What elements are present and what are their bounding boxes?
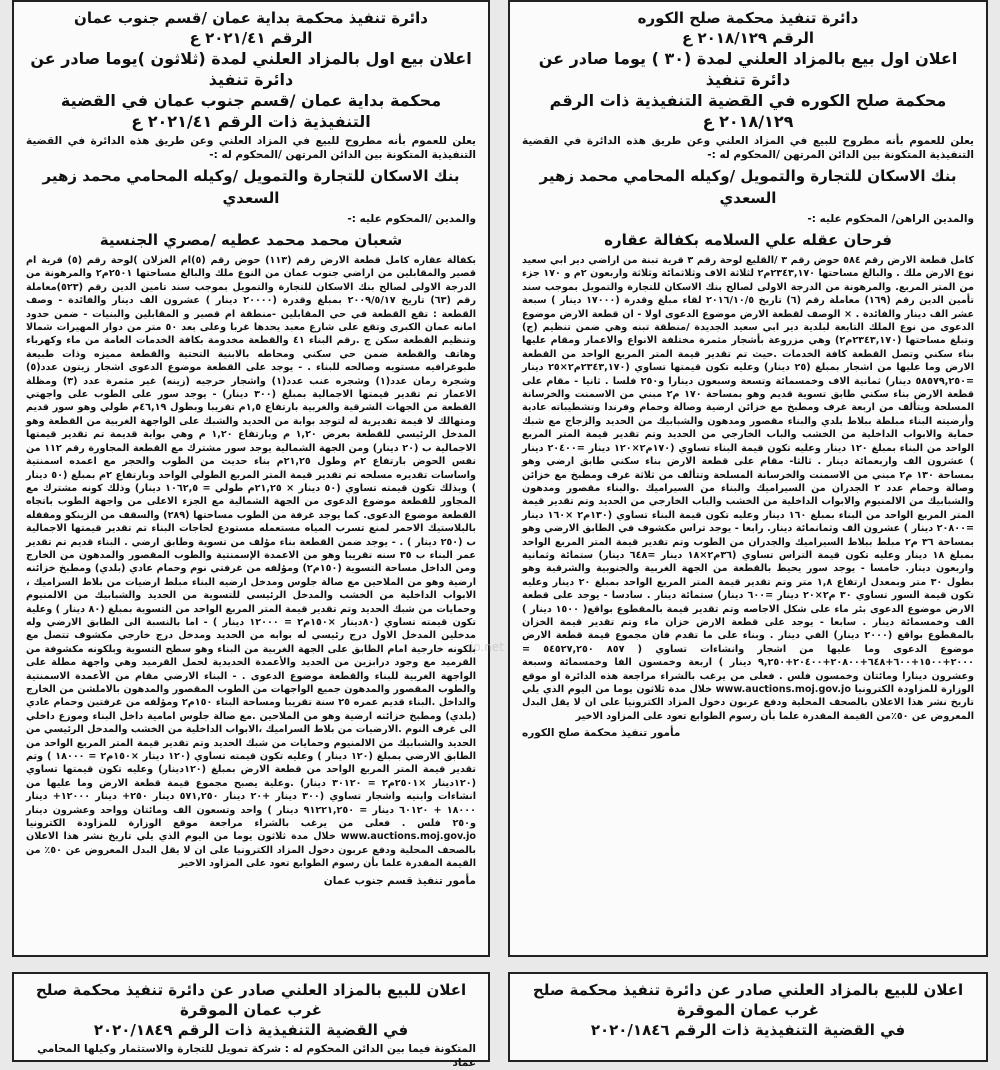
announcement-body: كامل قطعة الارض رقم ٥٨٤ حوض رقم ٣ /القليع لوحة رقم ٣ قرية تبنة من اراضي دير ابي سعيد نوع الارض ملك . والبالغ مساحتها ٢٣٤٣,١٧٠م٢ لثلاثة الاف وثلاثمائة وثلاثة واربعون ٢م و ١٧٠ جزء من المتر المربع. والمرهونة من الدرجة الاولى لصالح بنك الاسكان للتجارة والتمويل بموجب سند تأمين الدين رقم (١٦٩) معاملة رقم (٦) تاريخ ٢٠١٦/١٠/٥ لقاء مبلغ وقدرة (١٧٠٠٠ دينار ) سبعة عشر الف دينار والفائدة . × الوصف لقطعة الارض موضوع الدعوى اولا - ان قطعة الارض موضوع الدعوى من نوع الملك التابعة لبلدية دير ابي سعيد الجديدة /منطقة تبنه وهي ضمن تنظيم (ج) وتبلغ مساحتها (٢٣٤٣,١٧٠م٢) وهي مزروعة بأشجار مثمرة مختلفة الانواع والاعمار ومقام عليها بناء سكني وتصل القطعة كافة الخدمات .حيث تم تقدير قيمة المتر المربع الواحد من القطعة الارض وما عليها من اشجار بمبلغ (٢٥ دينار) وعليه تكون قيمتها تساوي (٢٣٤٣,١٧٠م٢×٢٥ دينار =٥٨٥٧٩,٢٥٠ دينار) ثمانية الاف وخمسمائة وتسعة وسبعون دينارا و٢٥٠ فلسا . ثانيا - مقام على قطعة الارض بناء سكني طابق تسوية قديم وهو بمساحة ١٧٠ م٢ مبني من الاسمنت والخرسانة المسلحة ويتألف من اربعة غرف ومطبخ مع خزائن ارضية وصالة وحمام وفرندا وتشطيباته عادية وأرضيته البناء مبلطة ببلاط بلدي والبناء مقصور ومدهون والشبابيك من الحديد والزجاج مع شبك حماية والابواب الداخلية من الخشب والباب الخارجي من الحديد وتم تقدير قيمة المتر المربع الواحد من البناء بمبلغ ١٢٠ دينار وعليه تكون قيمة البناء تساوي (١٧٠م٢×١٢٠ دينار =٢٠٤٠٠ دينار ) عشرون الف واربعمائة دينار . ثالثا- مقام على قطعة الارض بناء سكني طابق ارضي وهو بمساحة ١٣٠ م٢ مبني من الاسمنت والخرسانة المسلحة وتتألف من ثلاثة غرف ومطبخ مع خزائن وصالة وحمام عدد ٢ الجدران من السيراميك والبناء من السيراميك .والبناء مقصور ومدهون والشبابيك من الالمنيوم والابواب الداخلية من الخشب والباب الخارجي من الحديد وتم تقدير قيمة المتر المربع الواحد من البناء بمبلغ ١٦٠ دينار وعليه تكون قيمة البناء تساوي (١٣٠م٢ ×١٦٠ دينار =٢٠٨٠٠ دينار ) عشرون الف وثمانمائة دينار. رابعا - يوجد تراس مكشوف في الطابق الارضي وهو بمساحة ٣٦ م٢ مبلط ببلاط السيراميك والجدران من الطوب وتم تقدير قيمة المتر المربع الواحد بمبلغ ١٨ دينار وعليه تكون قيمة التراس تساوي (٣٦م٢×١٨ دينار =٦٤٨ دينار) ستمائة وثمانية واربعون دينار. خامسا - يوجد سور يحيط بالقطعة من الجهة الغربية والجنوبية والشرقية وهو بطول ٣٠ متر وبمعدل ارتفاع ١,٨ متر وتم تقدير قيمة المتر المربع الواحد بمبلغ ٢٠ دينار وعليه تكون قيمة السور تساوي ٣٠ م٢×٢٠ دينار =٦٠٠ دينار) ستمائة دينار . سادسا - يوجد على قطعة الارض موضوع الدعوى بئر ماء على شكل الاجاصه وتم تقدير قيمة بالمقطوع بواقع( ١٥٠٠ دينار ) الف وخمسمائة دينار . سابعا - يوجد على قطعة الارض خزان ماء وتم تقدير قيمة الخزان بالمقطوع بواقع (٢٠٠٠ دينار) الفي دينار . وبناء على ما تقدم فان مجموع قيمة قطعة الارض موضوع الدعوى وما عليها من اشجار وانشاءات تساوي ( ٨٥٧ ٥٤٥٢٧,٢٥٠ = ٢٠٠٠+١٥٠٠+٦٠٠+٦٤٨+٢٠٨٠٠+٢٠٤٠٠+٩,٢٥٠ دينار ) اربعة وخمسون الفا وخمسمائة وسبعة وعشرون دينارا ومائتان وخمسون فلس . فعلى من يرغب بالشراء مراجعة هذه الدائرة او موقع الوزارة للمزاودة الكترونيا www.auctions.moj.gov.jo خلال مدة ثلاثون يوما من اليوم الذي يلي تاريخ نشر هذا الاعلان بالصحف المحلية ودفع عربون دخول المزاد الكترونيا على ان لا يقل البدل المعروض عن ٥٠٪من القيمة المقدرة علما بأن رسوم الطوابع تعود على المزاود الاخير — [522, 255, 974, 722]
announcement-signoff: مأمور تنفيذ قسم جنوب عمان — [323, 874, 476, 887]
announcement-west-amman-1846 — [508, 972, 988, 1062]
announcement-heading: اعلان بيع اول بالمزاد العلني لمدة (ثلاثون )يوما صادر عن دائرة تنفيذ — [30, 49, 472, 89]
announcement-body: بكفالة عقاره كامل قطعة الارض رقم (١١٣) حوض رقم (٥)ام الغزلان )لوحة رقم (٥) قرية ام قصير والمقابلين من اراضي جنوب عمان من النوع ملك والبالغ مساحتها ٢٥٠١م٢ والمرهونة من الدرجة الاولى لصالح بنك الاسكان للتجارة والتمويل بموجب سند تامين الدين رقم (٥٢٣)معاملة رقم (٦٣) تاريخ ٢٠٠٩/٥/١٧ بمبلغ وقدرة (٢٠٠٠٠ دينار ) عشرون الف دينار والفائدة - وصف القطعة : تقع القطعة في حي المقابلين -منطقة ام قصير و المقابلين والبنيات - ضمن حدود امانه عمان الكبرى وتقع على شارع معبد يحدها غربا وعلى بعد ٥٠ متر من دوار المهيرات شمالا وتنظيم القطعة سكن ج .رقم البناء ٤١ والقطعة مخدومة بكافة الخدمات العامة من ماء وكهرباء وهاتف والقطعة ضمن حي سكني ومحاطه بالابنية التحتية والقطعة مميزه وذات طبيعة طبوغرافيه مستويه وصالحه للبناء . - يوجد على القطعة موضوع الدعوى اشجار زيتون عدد(٥) وشجرة رمان عدد(١) وشجره عنب عدد(١) واشجار حرجيه (زينه) غير مثمرة عدد (٣) ومظلة الاعمار تم تقدير قيمتها الاجمالية بمبلغ (٣٠٠ دينار) - يوجد سور على الطوب على واجهتي القطعة من الجهات الشرقية والغربية بارتفاع ١,٥م تقريبا وبطول ٤٦,١٩م طولي وهو سور قديم ومتهالك لا قيمة تقديرية له لتوجد بوابة من الحديد والشبك على الواجهة الغربية من القطعة وهو المدخل الرئيسي للقطعة بعرض ١,٢٠ م وبارتفاع ١,٢٠ م وهي بوابة قديمة تم تقدير قيمتها الاجمالية ب (٢٠ دينار) ومن الجهة الشمالية يوجد سور مشترك مع القطعة المجاورة رقم ١١٢ من نفس الحوض بارتفاع ٢م وطول ٢١,٢٥م بناء حديث من الطوب والحجر مع اعمده اسمنتية واساسات تقديره مسلحه تم تقدير قيمة المتر المربع الطولي الواحد وبارتفاع ٢م بمبلغ (٥٠ دينار ) وبذلك تكون قيمته تساوي (٥٠ دينار × ٢١,٢٥م طولي = ١٠٦٢,٥ دينار) وذلك كونه مشترك مع المجاور للقطعة موضوع الدعوى من الجهة الشمالية مع الجزء الاعلى من واجهة الطوب باتجاه القطعة موضوع الدعوى. كما يوجد غرفة من الطوب مساحتها (٢٨٩) والسقف من الزينكو ومقفله بالبلاستيك الاحمر لمنع تسرب المياه مستعمله مستودع لحاجات البناء تم تقدير قيمتها الاجمالية ب (٢٥٠ دينار ) . - يوجد ضمن القطعة بناء مؤلف من تسوية وطابق ارضي . البناء قديم تم تقدير عمر البناء ب ٣٥ سنه تقريبا وهو من الاعمدة الإسمنتية والطوب المقصور والمدهون من الخارج ومن الداخل مساحة التسوية (١٥٠م٢) ومؤلفه من غرفتي نوم وحمام عادي (بلدي) ومطبخ خزائنه ارضية وهو من الملاحين مع صالة جلوس ومدخل ارضيه البناء مبلط ارضيات من بلاط السراميك ، الابواب الداخلية من الخشب والمدخل الرئيسي للتسوية من الحديد والشبابيك من الالمنيوم وحمايات من شبك الحديد وتم تقدير قيمة المتر المربع الواحد من التسوية بمبلغ (٨٠ دينار ) وعلية تكون قيمته تساوي (٨٠دينار ×١٥٠م٢ = ١٢٠٠٠ دينار ) - اما بالنسبة الى الطابق الارضي وله مدخلين المدخل الاول درج رئيسي له بوابه من الحديد ومدخل درج خارجي مكشوف تتصل مع بلكونه خارجية امام الطابق على الجهة الغربية من البناء وهو سطح التسوية وبلكونه مكشوفة من القرميد مع وجود درابزين من الحديد والأعمدة الحديدية لحمل القرميد وهي واجهة مطلة على الواجهة الغربية للبناء والقطعة موضوع الدعوى . - البناء الارضي مقام من الأعمدة الاسمنتية والطوب المقصور والمدهون جميع الواجهات من الطوب المقصور والمدهون بالاملشن من الخارج والداخل .البناء قديم عمره ٢٥ سنة تقريبا ومساحة البناء ١٥٠م٢ ومؤلفه من غرفتين وحمام عادي (بلدي) ومطبخ خزائنه ارضية وهو من الملاحين .مع صالة جلوس امامية داخل البناء وموزع داخلي الى غرف النوم .الارضيات من بلاط السراميك ،الابواب الداخلية من الخشب والمدخل الرئيسي من الحديد والشبابيك من الالمنيوم وحمايات من شبك الحديد وتم تقدير قيمة المتر المربع الواحد من الطابق الارضي بمبلغ (١٢٠ دينار ) وعليه تكون قيمته تساوي (١٢٠ دينار ×١٥٠م٢ = ١٨٠٠٠ ) وتم تقدير قيمة المتر المربع الواحد من قطعة الارض بمبلغ (١٢٠دينار) وعليه تكون قيمتها تساوي (١٢٠دينار ×٢٥٠١م٢ = ٣٠١٢٠ دينار) .وعلية يصبح مجموع قيمة قطعة الارض وما عليها من انشاءات وابنيه واشجار تساوي (٣٠٠ دينار +٢٠ دينار ٥٧١,٢٥٠ دينار ٢٥٠+ دينار ١٢٠٠٠+ دينار ١٨٠٠٠ + ٦٠١٢٠ دينار = ٩١٢٢١,٢٥٠ دينار ) واحد وتسعون الف ومائتان وواحد وعشرون دينار و٢٥٠ فلس . فعلى من يرغب بالشراء مراجعة موقع الوزارة للمزاودة الكترونيا www.auctions.moj.gov.jo خلال مدة ثلاثون يوما من اليوم الذي يلي تاريخ نشر هذا الاعلان بالصحف المحلية ودفع عربون دخول المزاد الكترونيا على ان لا يقل البدل المعروض عن ٥٠٪ من القيمة المقدرة علما بأن رسوم الطوابع تعود على المزاود الاخير — [26, 255, 477, 870]
announcement-amman-south — [12, 0, 490, 957]
announcement-heading: اعلان للبيع بالمزاد العلني صادر عن دائرة تنفيذ محكمة صلح غرب عمان الموقرة — [532, 981, 964, 1019]
creditor-name: بنك الاسكان للتجارة والتمويل /وكيله المحامي محمد زهير السعدي — [539, 167, 957, 207]
announcement-case-number: في القضية التنفيذية ذات الرقم ٢٠٢٠/١٨٤٦ — [590, 1021, 906, 1039]
debtor-label: والمدين /المحكوم عليه :- — [347, 213, 476, 225]
announcement-title-dept: دائرة تنفيذ محكمة بداية عمان /قسم جنوب عمان — [74, 9, 428, 27]
announcement-intro: يعلن للعموم بأنه مطروح للبيع في المزاد العلني وعن طريق هذه الدائرة في القضية التنفيذية المتكونة بين الدائن المرتهن /المحكوم له :- — [522, 135, 974, 161]
announcement-kora-court — [508, 0, 988, 957]
announcement-signoff: مأمور تنفيذ محكمة صلح الكوره — [522, 727, 681, 740]
announcement-intro: يعلن للعموم بأنه مطروح للبيع في المزاد العلني وعن طريق هذه الدائرة في القضية التنفيذية المتكونة بين الدائن المرتهن /المحكوم له :- — [26, 135, 476, 161]
announcement-title-dept: دائرة تنفيذ محكمة صلح الكوره — [637, 9, 859, 27]
debtor-label: والمدين الراهن/ المحكوم عليه :- — [807, 213, 974, 225]
announcement-subheading: محكمة صلح الكوره في القضية التنفيذية ذات الرقم ٢٠١٨/١٢٩ ع — [549, 91, 947, 131]
announcement-case-number: في القضية التنفيذية ذات الرقم ٢٠٢٠/١٨٤٩ — [93, 1021, 409, 1039]
debtor-name: فرحان عقله علي السلامه بكفالة عقاره — [604, 231, 892, 249]
creditor-name: بنك الاسكان للتجارة والتمويل /وكيله المحامي محمد زهير السعدي — [42, 167, 460, 207]
announcement-case-number: الرقم ٢٠٢١/٤١ ع — [189, 29, 313, 47]
watermark-text: jo.net — [470, 640, 504, 654]
announcement-subheading: محكمة بداية عمان /قسم جنوب عمان في القضية التنفيذية ذات الرقم ٢٠٢١/٤١ ع — [60, 91, 442, 131]
announcement-heading: اعلان اول بيع بالمزاد العلني لمدة (٣٠ ) يوما صادر عن دائرة تنفيذ — [538, 49, 958, 89]
announcement-case-number: الرقم ٢٠١٨/١٢٩ ع — [682, 29, 814, 47]
debtor-name: شعبان محمد محمد عطيه /مصري الجنسية — [99, 231, 403, 249]
announcement-heading: اعلان للبيع بالمزاد العلني صادر عن دائرة تنفيذ محكمة صلح غرب عمان الموقرة — [35, 981, 467, 1019]
announcement-parties-line: المتكونة فيما بين الدائن المحكوم له : شركة تمويل للتجارة والاستثمار وكيلها المحامي عماد — [37, 1043, 476, 1069]
announcement-west-amman-1849 — [12, 972, 490, 1069]
